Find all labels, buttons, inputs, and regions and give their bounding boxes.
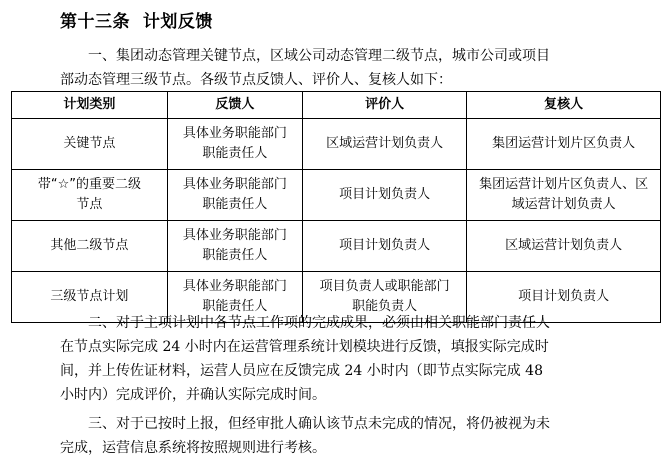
- cell-category: 三级节点计划: [12, 272, 168, 323]
- node-feedback-table: [11, 91, 661, 323]
- para1-line2: 部动态管理三级节点。各级节点反馈人、评价人、复核人如下：: [60, 72, 452, 88]
- cell-reviewer: 项目计划负责人: [467, 272, 661, 323]
- para2-line1: 二、对于主项计划中各节点工作项的完成成果，必须由相关职能部门责任人: [88, 315, 550, 331]
- cell-evaluator: 项目计划负责人: [303, 221, 467, 272]
- article-heading: 第十三条 计划反馈: [60, 12, 213, 32]
- header-evaluator: 评价人: [303, 92, 467, 119]
- cell-evaluator: 项目计划负责人: [303, 170, 467, 221]
- cell-evaluator: 区域运营计划负责人: [303, 119, 467, 170]
- header-reviewer: 复核人: [467, 92, 661, 119]
- table-header-row: [12, 92, 661, 119]
- table-row: [12, 170, 661, 221]
- cell-category: 带“☆”的重要二级 节点: [12, 170, 168, 221]
- header-category: 计划类别: [12, 92, 168, 119]
- table-row: [12, 221, 661, 272]
- cell-category: 关键节点: [12, 119, 168, 170]
- cell-feedback: 具体业务职能部门 职能责任人: [167, 272, 302, 323]
- cell-feedback: 具体业务职能部门 职能责任人: [167, 221, 302, 272]
- cell-category: 其他二级节点: [12, 221, 168, 272]
- cell-feedback: 具体业务职能部门 职能责任人: [167, 119, 302, 170]
- para3-line2: 完成，运营信息系统将按照规则进行考核。: [60, 440, 326, 456]
- para2-line2: 在节点实际完成 24 小时内在运营管理系统计划模块进行反馈，填报实际完成时: [60, 339, 549, 355]
- para2-line3: 间，并上传佐证材料，运营人员应在反馈完成 24 小时内（即节点实际完成 48: [60, 363, 543, 379]
- header-feedback: 反馈人: [167, 92, 302, 119]
- table-row: [12, 119, 661, 170]
- cell-reviewer: 区域运营计划负责人: [467, 221, 661, 272]
- para1-line1: 一、集团动态管理关键节点，区域公司动态管理二级节点，城市公司或项目: [88, 48, 550, 64]
- para3-line1: 三、对于已按时上报，但经审批人确认该节点未完成的情况，将仍被视为未: [88, 416, 550, 432]
- para2-line4: 小时内）完成评价，并确认实际完成时间。: [60, 387, 326, 403]
- cell-feedback: 具体业务职能部门 职能责任人: [167, 170, 302, 221]
- cell-evaluator: 项目负责人或职能部门 职能负责人: [303, 272, 467, 323]
- cell-reviewer: 集团运营计划片区负责人: [467, 119, 661, 170]
- cell-reviewer: 集团运营计划片区负责人、区 域运营计划负责人: [467, 170, 661, 221]
